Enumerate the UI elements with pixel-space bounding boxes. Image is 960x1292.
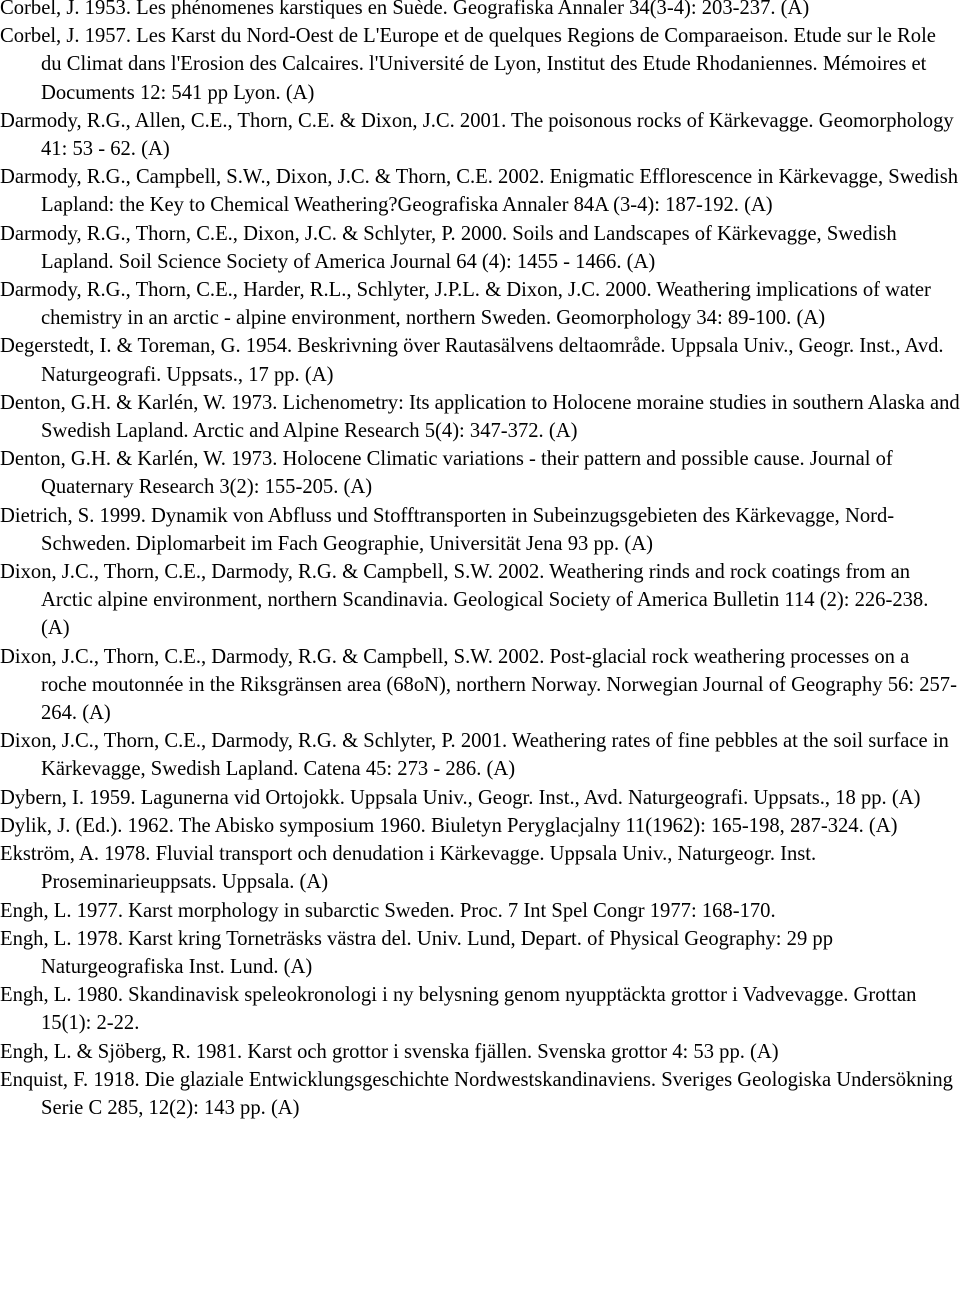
reference-entry: Engh, L. 1978. Karst kring Torneträsks västra del. Univ. Lund, Depart. of Physical Geography: 29 pp Naturgeografiska Inst. Lund. (A) — [0, 927, 834, 978]
reference-entry: Ekström, A. 1978. Fluvial transport och denudation i Kärkevagge. Uppsala Univ., Naturgeogr. Inst. Proseminarieuppsats. Uppsala. (A) — [0, 843, 817, 894]
reference-entry: Dixon, J.C., Thorn, C.E., Darmody, R.G. & Campbell, S.W. 2002. Post-glacial rock weathering processes on a roche moutonnée in the Riksgränsen area (68oN), northern Norway. Norwegian Journal of Geography 56: 257-264. (A) — [0, 645, 957, 725]
reference-entry: Darmody, R.G., Campbell, S.W., Dixon, J.C. & Thorn, C.E. 2002. Enigmatic Efflorescence in Kärkevagge, Swedish Lapland: the Key to Chemical Weathering?Geografiska Annaler 84A (3-4): 187-192. (A) — [0, 166, 959, 217]
reference-entry: Enquist, F. 1918. Die glaziale Entwicklungsgeschichte Nordwestskandinaviens. Sveriges Geologiska Undersökning Serie C 285, 12(2): 143 pp. (A) — [0, 1068, 953, 1119]
reference-entry: Dixon, J.C., Thorn, C.E., Darmody, R.G. & Campbell, S.W. 2002. Weathering rinds and rock coatings from an Arctic alpine environment, northern Scandinavia. Geological Society of America Bulletin 114 (2): 226-238. (A) — [0, 561, 929, 640]
reference-entry: Corbel, J. 1957. Les Karst du Nord-Oest de L'Europe et de quelques Regions de Comparaeison. Etude sur le Role du Climat dans l'Erosion des Calcaires. l'Université de Lyon, Institut des Etude Rhodaniennes. Mémoires et Documents 12: 541 pp Lyon. (A) — [0, 25, 936, 104]
reference-entry: Denton, G.H. & Karlén, W. 1973. Lichenometry: Its application to Holocene moraine studies in southern Alaska and Swedish Lapland. Arctic and Alpine Research 5(4): 347-372. (A) — [0, 391, 960, 443]
reference-entry: Engh, L. & Sjöberg, R. 1981. Karst och grottor i svenska fjällen. Svenska grottor 4: 53 pp. (A) — [0, 1040, 779, 1063]
reference-entry: Degerstedt, I. & Toreman, G. 1954. Beskrivning över Rautasälvens deltaområde. Uppsala Univ., Geogr. Inst., Avd. Naturgeografi. Uppsats., 17 pp. (A) — [0, 335, 944, 386]
reference-entry: Darmody, R.G., Allen, C.E., Thorn, C.E. & Dixon, J.C. 2001. The poisonous rocks of Kärkevagge. Geomorphology 41: 53 - 62. (A) — [0, 109, 954, 161]
reference-entry: Engh, L. 1980. Skandinavisk speleokronologi i ny belysning genom nyupptäckta grottor i Vadvevagge. Grottan 15(1): 2-22. — [0, 984, 917, 1035]
reference-entry: Dybern, I. 1959. Lagunerna vid Ortojokk. Uppsala Univ., Geogr. Inst., Avd. Naturgeografi. Uppsats., 18 pp. (A) — [0, 786, 921, 809]
reference-entry: Engh, L. 1977. Karst morphology in subarctic Sweden. Proc. 7 Int Spel Congr 1977: 168-170. — [0, 899, 776, 922]
reference-entry: Dixon, J.C., Thorn, C.E., Darmody, R.G. & Schlyter, P. 2001. Weathering rates of fine pebbles at the soil surface in Kärkevagge, Swedish Lapland. Catena 45: 273 - 286. (A) — [0, 730, 949, 781]
reference-entry: Dylik, J. (Ed.). 1962. The Abisko symposium 1960. Biuletyn Peryglacjalny 11(1962): 165-198, 287-324. (A) — [0, 814, 898, 837]
reference-entry: Dietrich, S. 1999. Dynamik von Abfluss und Stofftransporten in Subeinzugsgebieten des Kärkevagge, Nord-Schweden. Diplomarbeit im Fach Geographie, Universität Jena 93 pp. (A) — [0, 504, 895, 555]
reference-entry: Denton, G.H. & Karlén, W. 1973. Holocene Climatic variations - their pattern and possible cause. Journal of Quaternary Research 3(2): 155-205. (A) — [0, 448, 893, 499]
reference-entry: Corbel, J. 1953. Les phénomenes karstiques en Suède. Geografiska Annaler 34(3-4): 203-237. (A) — [0, 0, 810, 19]
reference-entry: Darmody, R.G., Thorn, C.E., Harder, R.L., Schlyter, J.P.L. & Dixon, J.C. 2000. Weathering implications of water chemistry in an arctic - alpine environment, northern Sweden. Geomorphology 34: 89-100. (A) — [0, 279, 931, 330]
reference-entry: Darmody, R.G., Thorn, C.E., Dixon, J.C. & Schlyter, P. 2000. Soils and Landscapes of Kärkevagge, Swedish Lapland. Soil Science Society of America Journal 64 (4): 1455 - 1466. (A) — [0, 222, 897, 273]
